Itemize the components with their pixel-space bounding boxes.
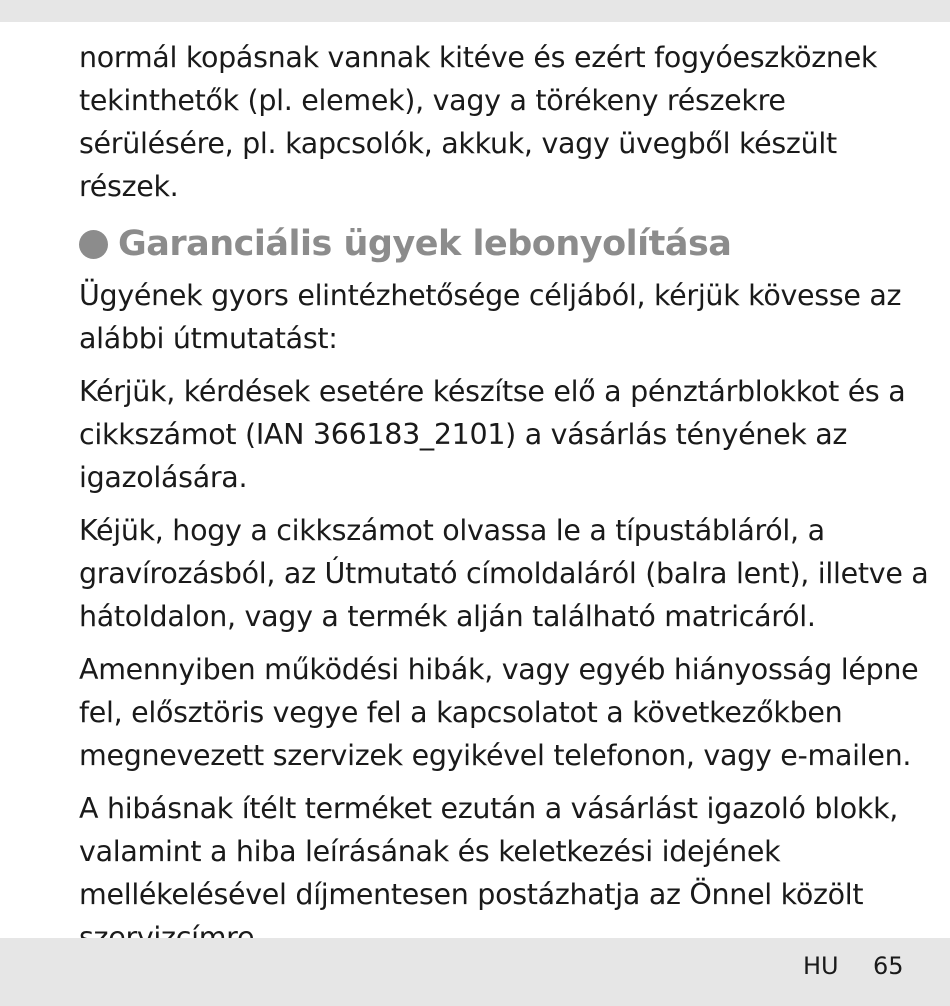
section-heading-text: Garanciális ügyek lebonyolítása bbox=[118, 224, 732, 264]
top-band bbox=[0, 0, 950, 22]
footer-language: HU bbox=[803, 952, 839, 980]
paragraph-5: A hibásnak ítélt terméket ezután a vásárlást igazoló blokk, valamint a hiba leírásának és keletkezési idejének mellékelésével díjmentesen postázhatja az Önnel közölt bbox=[79, 792, 899, 911]
paragraph-2: Kérjük, kérdések esetére készítse elő a pénztárblokkot és a cikkszámot (IAN 366183_2101) a vásárlás tényének az igazolására. bbox=[79, 375, 906, 494]
bullet-icon bbox=[79, 230, 108, 259]
paragraph-3: Kéjük, hogy a cikkszámot olvassa le a típustábláról, a gravírozásból, az Útmutató címoldaláról (balra lent), illetve a hátoldalon, vagy a termék alján található matricáról. bbox=[79, 514, 929, 633]
paragraph-4: Amennyiben működési hibák, vagy egyéb hiányosság lépne fel, elősztöris vegye fel a kapcsolatot a következőkben megnevezett szervizek egyikével telefonon, vagy e-mailen. bbox=[79, 653, 919, 772]
intro-paragraph: normál kopásnak vannak kitéve és ezért fogyóeszköznek tekinthetők (pl. elemek), vagy a törékeny részekre sérülésére, pl. kapcsolók, akkuk, vagy üvegből készült részek. bbox=[79, 41, 878, 203]
paragraph-1: Ügyének gyors elintézhetősége céljából, kérjük kövesse az alábbi útmutatást: bbox=[79, 279, 902, 355]
section-heading bbox=[79, 218, 929, 270]
page-number: 65 bbox=[873, 952, 904, 980]
page-content bbox=[79, 36, 929, 959]
